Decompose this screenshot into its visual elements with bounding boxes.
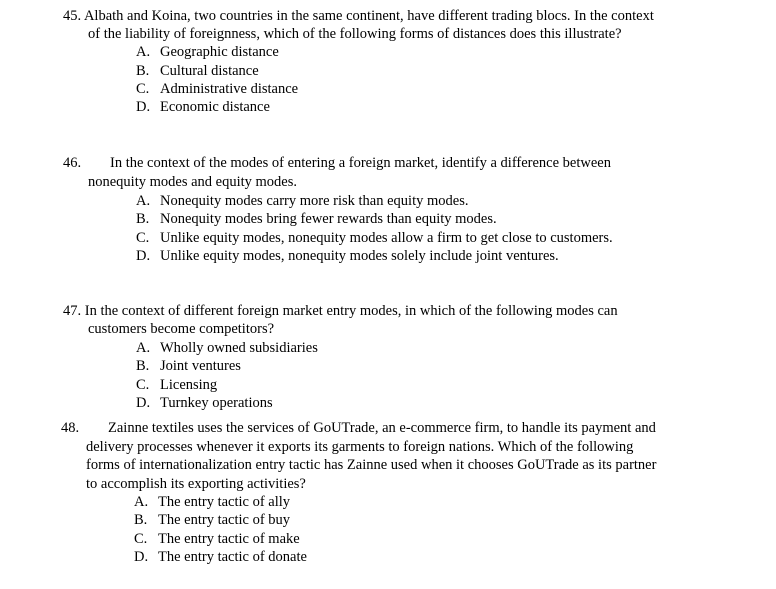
question-48-stem-line-4: to accomplish its exporting activities?	[86, 476, 306, 492]
question-45-option-d[interactable]: D. Economic distance	[136, 99, 270, 115]
question-45-stem-line-2: of the liability of foreignness, which of the following forms of distances does this illustrate?	[88, 26, 622, 42]
question-47-option-c[interactable]: C. Licensing	[136, 377, 218, 393]
question-46-stem-line-2: nonequity modes and equity modes.	[88, 174, 298, 190]
question-47-option-a[interactable]: A. Wholly owned subsidiaries	[136, 340, 318, 356]
question-48-stem-line-1: 48. Zainne textiles uses the services of GoUTrade, an e-commerce firm, to handle its payment and	[61, 420, 656, 436]
question-number: 46.	[63, 155, 82, 171]
question-48-stem-line-3: forms of internationalization entry tactic has Zainne used when it chooses GoUTrade as its partner	[86, 457, 657, 473]
question-48-option-b[interactable]: B. The entry tactic of buy	[134, 512, 291, 528]
question-47-stem-line-2: customers become competitors?	[88, 321, 275, 337]
question-number: 47.	[63, 303, 82, 319]
question-48-option-d[interactable]: D. The entry tactic of donate	[134, 549, 307, 565]
question-45-option-b[interactable]: B. Cultural distance	[136, 63, 259, 79]
question-number: 45.	[63, 8, 82, 24]
question-48-option-c[interactable]: C. The entry tactic of make	[134, 531, 300, 547]
question-47-option-d[interactable]: D. Turnkey operations	[136, 395, 273, 411]
question-45-stem-line-1: 45. Albath and Koina, two countries in the same continent, have different trading blocs. In the context	[63, 8, 654, 24]
question-number: 48.	[61, 420, 80, 436]
question-46-option-b[interactable]: B. Nonequity modes bring fewer rewards than equity modes.	[136, 211, 497, 227]
question-45-option-c[interactable]: C. Administrative distance	[136, 81, 299, 97]
question-48-option-a[interactable]: A. The entry tactic of ally	[134, 494, 291, 510]
question-46-option-a[interactable]: A. Nonequity modes carry more risk than equity modes.	[136, 193, 469, 209]
question-46-stem-line-1: 46. In the context of the modes of entering a foreign market, identify a difference between	[63, 155, 611, 171]
question-46-option-d[interactable]: D. Unlike equity modes, nonequity modes solely include joint ventures.	[136, 248, 559, 264]
question-47-option-b[interactable]: B. Joint ventures	[136, 358, 241, 374]
question-47-stem-line-1: 47. In the context of different foreign market entry modes, in which of the following modes can	[63, 303, 618, 319]
question-45-option-a[interactable]: A. Geographic distance	[136, 44, 279, 60]
question-48-stem-line-2: delivery processes whenever it exports its garments to foreign nations. Which of the following	[86, 439, 634, 455]
question-46-option-c[interactable]: C. Unlike equity modes, nonequity modes allow a firm to get close to customers.	[136, 230, 613, 246]
